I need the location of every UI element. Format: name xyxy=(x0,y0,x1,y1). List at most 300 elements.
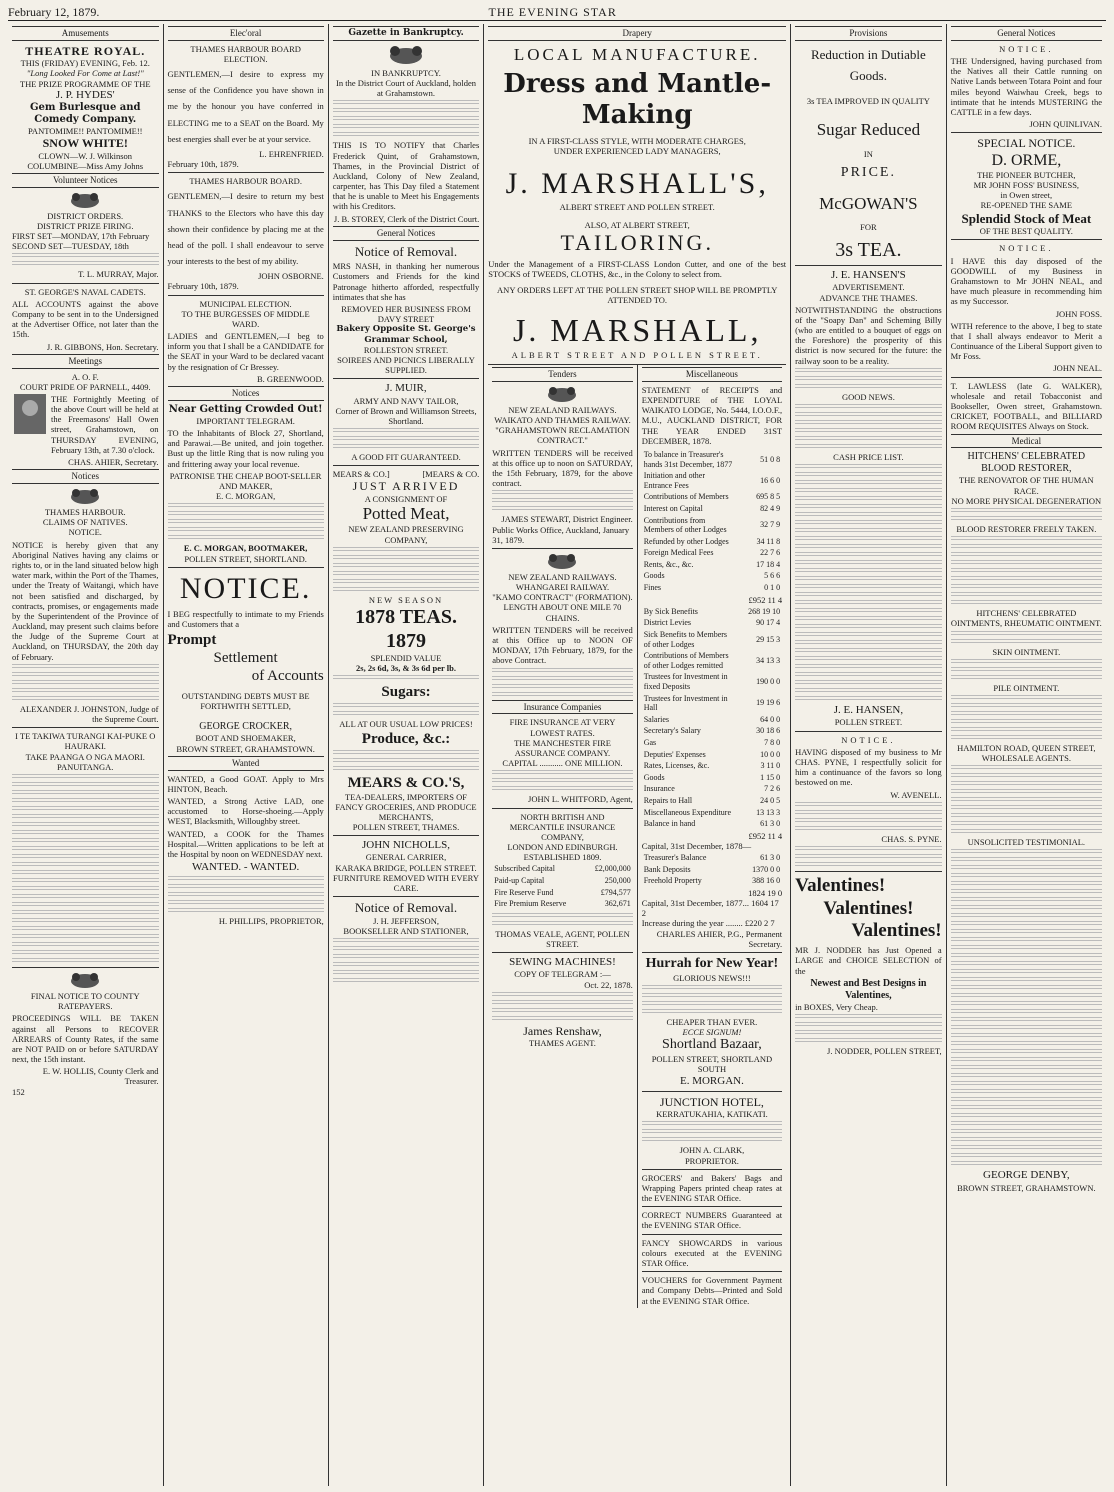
text: Near Getting Crowded Out! xyxy=(168,403,323,415)
text: Goods. xyxy=(849,68,887,84)
row-amount: 17 18 4 xyxy=(756,559,781,569)
newspaper-columns xyxy=(8,24,1106,1486)
table-row xyxy=(494,888,630,898)
column-4-5 xyxy=(484,24,791,1486)
text: MR J. NODDER has Just Opened a LARGE and CHOICE SELECTION of the xyxy=(795,945,942,976)
table-row xyxy=(644,796,780,806)
theatre-heading: THEATRE ROYAL. xyxy=(25,43,146,58)
text: in BOXES, Very Cheap. xyxy=(795,1001,878,1012)
row-amount: 64 0 0 xyxy=(760,714,781,724)
text: T. LAWLESS (late G. WALKER), wholesale and retail Tobacconist and Bookseller, Owen street, Grahamstown. CRICKET, FOOTBALL, and BILLIARD ROOM REQUISITES Always on Stock. xyxy=(950,380,1103,432)
text: Bakery Opposite St. George's Grammar School, xyxy=(336,324,476,345)
row-label: Sick Benefits to Members of other Lodges xyxy=(643,630,728,649)
row-amount: 1370 0 0 xyxy=(752,864,781,874)
text: IMPORTANT TELEGRAM. xyxy=(196,415,295,426)
text: WANTED, a Good GOAT. Apply to Mrs HINTON, Beach. xyxy=(167,773,324,794)
insurance-capital-table xyxy=(492,862,632,910)
text: Produce, &c.: xyxy=(361,730,451,747)
text: NOTICE. xyxy=(999,243,1054,254)
text: J. MARSHALL, xyxy=(512,312,762,349)
text: MEARS & CO.] xyxy=(332,469,390,480)
text: BROWN STREET, GRAHAMSTOWN. xyxy=(176,743,315,754)
text: THAMES HARBOUR. xyxy=(44,507,126,518)
text: ST. GEORGE'S NAVAL CADETS. xyxy=(24,286,146,297)
text: J. MARSHALL'S, xyxy=(505,166,769,200)
text: SPLENDID VALUE xyxy=(370,652,442,663)
row-label: Salaries xyxy=(643,714,670,724)
text: THIS IS TO NOTIFY that Charles Frederick Quint, of Grahamstown, Thames, in the Provincial District of Auckland, Colony of New Zealand, carpenter, has This Day filed a Statement that he is unable to Meet his Engagements with his Creditors. xyxy=(332,140,480,212)
text: THE RENOVATOR OF THE HUMAN RACE. xyxy=(959,475,1094,496)
table-row xyxy=(644,630,780,649)
table-row xyxy=(644,784,780,794)
text: THAMES HARBOUR BOARD ELECTION. xyxy=(190,43,301,64)
text: D. ORME, xyxy=(991,151,1062,169)
row-label: To balance in Treasurer's hands 31st December, 1877 xyxy=(643,449,733,469)
text: COLUMBINE—Miss Amy Johns xyxy=(27,160,144,171)
row-label: Freehold Property xyxy=(643,876,702,886)
column-1 xyxy=(8,24,164,1486)
text: ESTABLISHED 1809. xyxy=(523,852,602,863)
row-label: Gas xyxy=(643,737,657,747)
text: IN xyxy=(863,148,873,159)
total: £952 11 4 xyxy=(748,830,783,841)
section-general-notices: General Notices xyxy=(333,226,480,241)
text: WRITTEN TENDERS will be received at this office up to noon on SATURDAY, the 15th February, 1879, for the above contract. xyxy=(492,447,633,489)
table-row xyxy=(644,853,780,863)
royal-crest-icon xyxy=(68,487,102,505)
masthead xyxy=(8,4,1106,21)
text: GENTLEMEN,—I desire to express my sense of the Confidence you have shown in me by the honour you have conferred in ELECTING me to a SEAT on the Board. My best energies shall ever be at your service. xyxy=(167,69,324,144)
text: PATRONISE THE CHEAP BOOT-SELLER AND MAKER, xyxy=(169,470,322,491)
text: GENTLEMEN,—I desire to return my best THANKS to the Electors who have this day shown their confidence by placing me at the head of the poll. I shall endeavour to serve your interests to the best of my ability. xyxy=(167,191,324,266)
signature: JOHN FOSS. xyxy=(1055,308,1103,319)
table-row xyxy=(644,607,780,617)
text: KERRATUKAHIA, KATIKATI. xyxy=(656,1109,768,1120)
signature: E. W. HOLLIS, County Clerk and Treasurer. xyxy=(42,1066,159,1087)
text: THAMES AGENT. xyxy=(529,1038,596,1049)
signature: CHAS. S. PYNE. xyxy=(881,833,942,844)
text: SNOW WHITE! xyxy=(42,136,128,151)
row-amount: 1 15 0 xyxy=(760,772,781,782)
text: SEWING MACHINES! xyxy=(509,956,616,969)
signature: L. EHRENFRIED. xyxy=(259,148,324,159)
text: WANTED. - WANTED. xyxy=(191,861,300,874)
text: Potted Meat, xyxy=(362,504,450,524)
text: JUST ARRIVED xyxy=(352,479,460,494)
text: UNSOLICITED TESTIMONIAL. xyxy=(967,837,1086,848)
text: WHANGAREI RAILWAY. xyxy=(515,582,610,593)
row-amount: 5 6 6 xyxy=(764,571,781,581)
text: REMOVED HER BUSINESS FROM DAVY STREET xyxy=(341,304,471,325)
text: CHEAPER THAN EVER. xyxy=(666,1017,758,1027)
text: IN BANKRUPTCY. xyxy=(371,67,441,78)
text: Notice of Removal. xyxy=(354,243,458,259)
text: WANTED, a COOK for the Thames Hospital.—Written applications to be left at the Hospital by noon on WEDNESDAY next. xyxy=(167,828,324,859)
text: Settlement xyxy=(213,650,278,667)
section-provisions: Provisions xyxy=(795,26,942,41)
text: E. MORGAN. xyxy=(679,1074,744,1087)
row-label: Contributions of Members xyxy=(643,492,729,502)
royal-crest-icon xyxy=(545,552,579,570)
column-2 xyxy=(164,24,329,1486)
text: "KAMO CONTRACT" (FORMATION). xyxy=(492,592,633,603)
text: COURT PRIDE OF PARNELL, 4409. xyxy=(19,381,151,392)
text: 1878 TEAS. 1879 xyxy=(355,605,457,652)
row-label: Treasurer's Balance xyxy=(643,853,707,863)
text: Capital, 31st December, 1878— xyxy=(641,840,752,851)
text: HAMILTON ROAD, QUEEN STREET, WHOLESALE AGENTS. xyxy=(957,742,1096,764)
text: GROCERS' and Bakers' Bags and Wrapping Papers printed cheap rates at the EVENING STAR Office. xyxy=(641,1172,783,1204)
row-amount: 7 8 0 xyxy=(764,737,781,747)
signature: J. B. STOREY, Clerk of the District Court. xyxy=(333,213,480,224)
row-label: Contributions of Members of other Lodges remitted xyxy=(643,651,729,670)
text: J. P. HYDES' xyxy=(55,88,115,101)
section-meetings: Meetings xyxy=(12,354,159,369)
table-row xyxy=(644,504,780,514)
text: I TE TAKIWA TURANGI KAI-PUKE O HAURAKI. xyxy=(15,731,156,752)
text: COPY OF TELEGRAM :— xyxy=(514,969,611,980)
text: BLOOD RESTORER FREELY TAKEN. xyxy=(956,523,1097,534)
text: BOOT AND SHOEMAKER, xyxy=(195,733,296,744)
section-drapery: Drapery xyxy=(488,26,786,41)
text: I BEG respectfully to intimate to my Friends and Customers that a xyxy=(167,608,324,629)
text: "Long Looked For Come at Last!" xyxy=(26,68,144,79)
table-row xyxy=(644,808,780,818)
section-notices: Notices xyxy=(168,386,324,401)
signature: H. PHILLIPS, PROPRIETOR, xyxy=(218,916,324,927)
text: SOIREES AND PICNICS LIBERALLY SUPPLIED. xyxy=(337,354,475,376)
newspaper-title: THE EVENING STAR xyxy=(488,4,617,19)
row-label: Repairs to Hall xyxy=(643,795,693,805)
text: [MEARS & CO. xyxy=(422,469,480,480)
text: Reduction in Dutiable xyxy=(810,46,926,62)
text: TAKE PAANGA O NGA MAORI. xyxy=(25,751,145,762)
text: Public Works Office, Auckland, January 31, 1879. xyxy=(492,524,630,545)
text: 2s, 2s 6d, 3s, & 3s 6d per lb. xyxy=(356,663,456,674)
text: BROWN STREET, GRAHAMSTOWN. xyxy=(957,1182,1096,1193)
text: WANTED, a Strong Active LAD, one accustomed to Horse-shoeing.—Apply WEST, Blacksmith, Willoughby street. xyxy=(167,795,324,827)
total: 1824 19 0 xyxy=(748,887,783,898)
text: LADIES and GENTLEMEN,—I beg to inform you that I shall be a CANDIDATE for the SEAT in your Ward to be declared vacant by the resignation of Cr Bressey. xyxy=(167,331,324,372)
row-amount: 61 3 0 xyxy=(760,853,781,863)
text: PANTOMIME!! PANTOMIME!! xyxy=(27,125,143,136)
column-6 xyxy=(791,24,947,1486)
row-amount: 388 16 0 xyxy=(752,876,781,886)
text: HAVING disposed of my business to Mr CHAS. PYNE, I respectfully solicit for him a continuance of the favors so long bestowed on me. xyxy=(795,746,942,788)
text: CORRECT NUMBERS Guaranteed at the EVENING STAR Office. xyxy=(641,1210,783,1231)
row-amount: 19 19 6 xyxy=(756,698,781,708)
row-amount: 16 6 0 xyxy=(760,475,781,485)
text: NO MORE PHYSICAL DEGENERATION xyxy=(951,495,1102,506)
row-label: Paid-up Capital xyxy=(494,876,545,886)
text: Capital, 31st December, 1877... 1604 17 2 xyxy=(641,898,779,919)
table-row xyxy=(644,726,780,736)
text: PROPRIETOR. xyxy=(684,1155,739,1166)
text: THE PIONEER BUTCHER, xyxy=(977,169,1076,180)
text: POLLEN STREET, SHORTLAND. xyxy=(184,553,307,564)
row-amount: 30 18 6 xyxy=(756,726,781,736)
text: J. MUIR, xyxy=(385,382,427,395)
text: ANY ORDERS LEFT AT THE POLLEN STREET SHOP WILL BE PROMPTLY ATTENDED TO. xyxy=(497,285,778,306)
text: GEORGE CROCKER, xyxy=(199,721,293,733)
text: J. H. JEFFERSON, xyxy=(373,915,439,926)
table-row xyxy=(644,876,780,886)
text: CASH PRICE LIST. xyxy=(833,452,904,462)
row-amount: 250,000 xyxy=(604,876,631,886)
row-amount: £2,000,000 xyxy=(594,864,631,874)
text: ALL ACCOUNTS against the above Company to be sent in to the Undersigned at the Advertiser Office, not later than the 15th. xyxy=(12,298,159,340)
text: in Owen street, xyxy=(1000,190,1053,201)
text: CAPITAL ........... ONE MILLION. xyxy=(502,758,623,769)
text: TEA-DEALERS, IMPORTERS OF FANCY GROCERIES, AND PRODUCE MERCHANTS, xyxy=(335,791,477,822)
text: E. C. MORGAN, BOOTMAKER, xyxy=(183,543,308,554)
row-label: Rates, Licenses, &c. xyxy=(643,761,710,771)
section-general-notices: General Notices xyxy=(951,26,1102,41)
text: LOCAL MANUFACTURE. xyxy=(513,44,761,64)
section-amusements: Amusements xyxy=(12,26,159,41)
text: FOR xyxy=(860,221,877,232)
text: A GOOD FIT GUARANTEED. xyxy=(351,452,461,463)
text: POLLEN STREET, SHORTLAND SOUTH xyxy=(651,1054,773,1075)
table-row xyxy=(644,819,780,829)
text: PRICE. xyxy=(840,164,896,180)
row-label: Refunded by other Lodges xyxy=(643,536,729,546)
row-amount: 34 11 8 xyxy=(756,536,781,546)
text: MUNICIPAL ELECTION. xyxy=(199,298,292,309)
row-amount: 0 1 0 xyxy=(764,583,781,593)
text: OF THE BEST QUALITY. xyxy=(979,226,1073,237)
text: GOOD NEWS. xyxy=(841,391,895,402)
row-amount: 29 15 3 xyxy=(756,634,781,644)
text: GLORIOUS NEWS!!! xyxy=(673,972,751,983)
text: NOTICE is hereby given that any Aboriginal Natives having any claims or rights to, or in the land situated below high water mark, within the Port of the Thames, under the Treaty of Waitangi, which have not been satisfied and discharged, by contracts, promises, or engagements made by the Superintendent of the Province of Auckland, may present such claims before the Judge of the Supreme Court at Auckland, on THURSDAY, the 20th day of February. xyxy=(12,539,159,662)
text: Valentines! xyxy=(851,920,942,942)
issue-date: February 12, 1879. xyxy=(8,4,100,19)
row-amount: 24 0 5 xyxy=(760,795,781,805)
section-tenders: Tenders xyxy=(492,367,632,382)
row-amount: 3 11 0 xyxy=(760,761,781,771)
text: MEARS & CO.'S, xyxy=(347,774,465,791)
table-row xyxy=(494,876,630,886)
text: Valentines! xyxy=(795,874,886,896)
text: BOOKSELLER AND STATIONER, xyxy=(343,926,469,936)
text: Splendid Stock of Meat xyxy=(961,210,1092,226)
text: THOMAS VEALE, AGENT, POLLEN STREET. xyxy=(495,928,630,949)
text: of Accounts xyxy=(251,668,324,685)
row-amount: 90 17 4 xyxy=(756,618,781,628)
text: ADVANCE THE THAMES. xyxy=(819,292,918,303)
text: THE Undersigned, having purchased from the Natives all their Cattle running on Native Lands between Totara Point and four miles beyond Waiwhau Creek, begs to intimate that he intends MUSTERING the CATTLE in a few days. xyxy=(950,55,1103,117)
text: 3s TEA. xyxy=(835,239,902,262)
table-row xyxy=(494,899,630,909)
text: HITCHENS' CELEBRATED OINTMENTS, RHEUMATIC OINTMENT. xyxy=(950,608,1102,629)
total: £952 11 4 xyxy=(748,594,783,605)
capital-table xyxy=(642,851,782,888)
section-insurance: Insurance Companies xyxy=(492,700,632,715)
section-electoral: Elec'oral xyxy=(168,26,324,41)
text: THIS (FRIDAY) EVENING, Feb. 12. xyxy=(20,58,150,69)
table-row xyxy=(644,865,780,875)
text: Corner of Brown and Williamson Streets, Shortland. xyxy=(335,405,477,426)
text: SECOND SET—TUESDAY, 18th xyxy=(12,241,129,252)
text: "GRAHAMSTOWN RECLAMATION CONTRACT." xyxy=(495,425,630,446)
text: Shortland Bazaar, xyxy=(662,1037,762,1053)
text: FANCY SHOWCARDS in various colours executed at the EVENING STAR Office. xyxy=(641,1237,783,1268)
table-row xyxy=(644,560,780,570)
row-label: Bank Deposits xyxy=(643,864,691,874)
signature: W. AVENELL. xyxy=(890,789,942,800)
table-row xyxy=(644,516,780,535)
dress-mantle-heading: Dress and Mantle-Making xyxy=(503,69,772,131)
text: J. E. HANSEN'S xyxy=(831,269,906,282)
text: LONDON AND EDINBURGH. xyxy=(507,842,618,853)
row-label: Fines xyxy=(643,583,662,593)
text: ALBERT STREET AND POLLEN STREET. xyxy=(559,201,715,212)
text: JOHN A. CLARK, xyxy=(679,1145,745,1156)
text: E. C. MORGAN, xyxy=(215,491,276,502)
text: NEW ZEALAND RAILWAYS. xyxy=(508,571,617,582)
text: SKIN OINTMENT. xyxy=(992,646,1061,657)
foresters-emblem-icon xyxy=(12,392,48,436)
text: NOTICE. xyxy=(68,527,102,538)
text: MR JOHN FOSS' BUSINESS, xyxy=(973,180,1080,191)
ad-number: 152 xyxy=(12,1086,25,1097)
signature: JOHN NEAL. xyxy=(1053,363,1103,374)
table-row xyxy=(644,672,780,691)
text: NOTICE. xyxy=(841,734,896,745)
row-label: Deputies' Expenses xyxy=(643,749,706,759)
text: ECCE SIGNUM! xyxy=(682,1027,742,1038)
row-amount: 51 0 8 xyxy=(760,454,781,464)
row-label: Trustees for Investment in fixed Deposits xyxy=(643,672,728,692)
text: In the District Court of Auckland, holden at Grahamstown. xyxy=(336,77,477,99)
text: A CONSIGNMENT OF xyxy=(364,493,448,504)
table-row xyxy=(644,537,780,547)
text: WRITTEN TENDERS will be received at this Office up to NOON OF MONDAY, 17th February, 1879, for the above Contract. xyxy=(492,624,633,666)
row-label: By Sick Benefits xyxy=(643,606,698,616)
row-label: Trustees for Investment in Hall xyxy=(643,693,728,713)
table-row xyxy=(644,548,780,558)
text: RE-OPENED THE SAME xyxy=(980,200,1073,211)
table-row xyxy=(644,492,780,502)
table-row xyxy=(644,583,780,593)
text: FIRST SET—MONDAY, 17th February xyxy=(12,231,150,242)
row-amount: 7 2 6 xyxy=(764,784,781,794)
row-amount: 32 7 9 xyxy=(760,520,781,530)
row-amount: 34 13 3 xyxy=(756,656,781,666)
text: ALBERT STREET AND POLLEN STREET. xyxy=(511,349,763,360)
text: VOUCHERS for Government Payment and Company Debts—Printed and Sold at the EVENING STAR Office. xyxy=(641,1275,783,1306)
table-row xyxy=(644,694,780,713)
text: J. E. HANSEN, xyxy=(833,704,904,717)
text: Gem Burlesque and Comedy Company. xyxy=(29,101,141,125)
text: THE Fortnightly Meeting of the above Court will be held at the Freemasons' Hall Owen street, Grahamstown, on THURSDAY EVENING, February 13th, at 7.30 o'clock. xyxy=(51,393,159,455)
text: Oct. 22, 1878. xyxy=(584,979,633,990)
section-volunteer-notices: Volunteer Notices xyxy=(12,173,159,188)
row-amount: 61 3 0 xyxy=(760,819,781,829)
signature: CHAS. AHIER, Secretary. xyxy=(68,457,159,468)
text: STATEMENT of RECEIPTS and EXPENDITURE of THE LOYAL WAIKATO LODGE, No. 5444, I.O.O.F., M.U., AUCKLAND DISTRICT, FOR THE YEAR ENDED 31ST DECEMBER, 1878. xyxy=(641,384,783,446)
signature: JOHN L. WHITFORD, Agent, xyxy=(528,794,633,805)
text: ROLLESTON STREET. xyxy=(363,344,449,355)
text: Newest and Best Designs in Valentines, xyxy=(810,977,927,1001)
date: February 10th, 1879. xyxy=(167,281,239,292)
section-wanted: Wanted xyxy=(168,756,324,771)
row-amount: 13 13 3 xyxy=(756,807,781,817)
text: TAILORING. xyxy=(560,230,714,256)
row-label: Goods xyxy=(643,772,665,782)
text: DISTRICT ORDERS. xyxy=(47,210,124,221)
text: JOHN NICHOLLS, xyxy=(362,839,451,852)
row-amount: 362,671 xyxy=(604,899,631,909)
text: FURNITURE REMOVED WITH EVERY CARE. xyxy=(333,872,480,894)
section-medical: Medical xyxy=(951,434,1102,449)
text: PROCEEDINGS WILL BE TAKEN against all Persons to RECOVER ARREARS of County Rates, if the same are NOT PAID on or before SATURDAY next, the 15th instant. xyxy=(12,1013,159,1065)
signature: CHARLES AHIER, P.G., Permanent Secretary. xyxy=(656,928,783,949)
signature: J. NODDER, POLLEN STREET, xyxy=(827,1046,942,1057)
text: Sugars: xyxy=(381,684,431,701)
text: Notice of Removal. xyxy=(354,900,458,916)
text: Valentines! xyxy=(823,897,914,919)
text: CLAIMS OF NATIVES. xyxy=(42,517,128,528)
royal-crest-icon xyxy=(545,385,579,403)
text: PILE OINTMENT. xyxy=(993,682,1060,693)
text: ADVERTISEMENT. xyxy=(832,282,905,293)
table-row xyxy=(494,864,630,874)
text: NEW SEASON xyxy=(368,594,444,605)
text: POLLEN STREET. xyxy=(834,717,903,728)
royal-crest-icon xyxy=(68,971,102,989)
text: Under the Management of a FIRST-CLASS London Cutter, and one of the best STOCKS of TWEEDS, CLOTHS, &c., in the Colony to select from. xyxy=(488,258,787,279)
row-amount: 22 7 6 xyxy=(760,548,781,558)
table-row xyxy=(644,571,780,581)
text: James Renshaw, xyxy=(523,1023,602,1038)
royal-crest-icon xyxy=(386,44,426,66)
text: Hurrah for New Year! xyxy=(645,956,779,972)
text: NEW ZEALAND PRESERVING COMPANY, xyxy=(348,524,464,545)
column-3 xyxy=(329,24,485,1486)
text: 3s TEA IMPROVED IN QUALITY xyxy=(806,95,930,106)
text: IN A FIRST-CLASS STYLE, WITH MODERATE CHARGES, xyxy=(528,135,746,146)
text: ALL AT OUR USUAL LOW PRICES! xyxy=(339,719,473,730)
column-7 xyxy=(947,24,1106,1486)
text: WITH reference to the above, I beg to state that I shall always endeavor to Merit a Continuance of the Liberal Support given to Mr Foss. xyxy=(950,320,1103,362)
row-label: Secretary's Salary xyxy=(643,726,701,736)
notice-heading: NOTICE. xyxy=(179,571,312,605)
row-label: Subscribed Capital xyxy=(494,864,555,874)
table-row xyxy=(644,773,780,783)
tenders-subcolumn xyxy=(488,365,637,1308)
table-row xyxy=(644,471,780,490)
text: DISTRICT PRIZE FIRING. xyxy=(37,220,134,231)
row-amount: £794,577 xyxy=(600,887,631,897)
text: LENGTH ABOUT ONE MILE 70 CHAINS. xyxy=(503,602,622,623)
text: SPECIAL NOTICE. xyxy=(977,136,1076,151)
table-row xyxy=(644,618,780,628)
table-row xyxy=(644,750,780,760)
text: POLLEN STREET, THAMES. xyxy=(352,822,460,833)
text: THAMES HARBOUR BOARD. xyxy=(189,176,302,187)
table-row xyxy=(644,738,780,748)
text: THE MANCHESTER FIRE ASSURANCE COMPANY. xyxy=(514,737,611,758)
signature: J. R. GIBBONS, Hon. Secretary. xyxy=(46,341,159,352)
row-amount: 10 0 0 xyxy=(760,749,781,759)
row-amount: 82 4 9 xyxy=(760,503,781,513)
text: TO THE BURGESSES OF MIDDLE WARD. xyxy=(181,308,310,329)
row-label: Fire Premium Reserve xyxy=(494,899,567,909)
text: Prompt xyxy=(167,632,217,649)
table-row xyxy=(644,450,780,469)
